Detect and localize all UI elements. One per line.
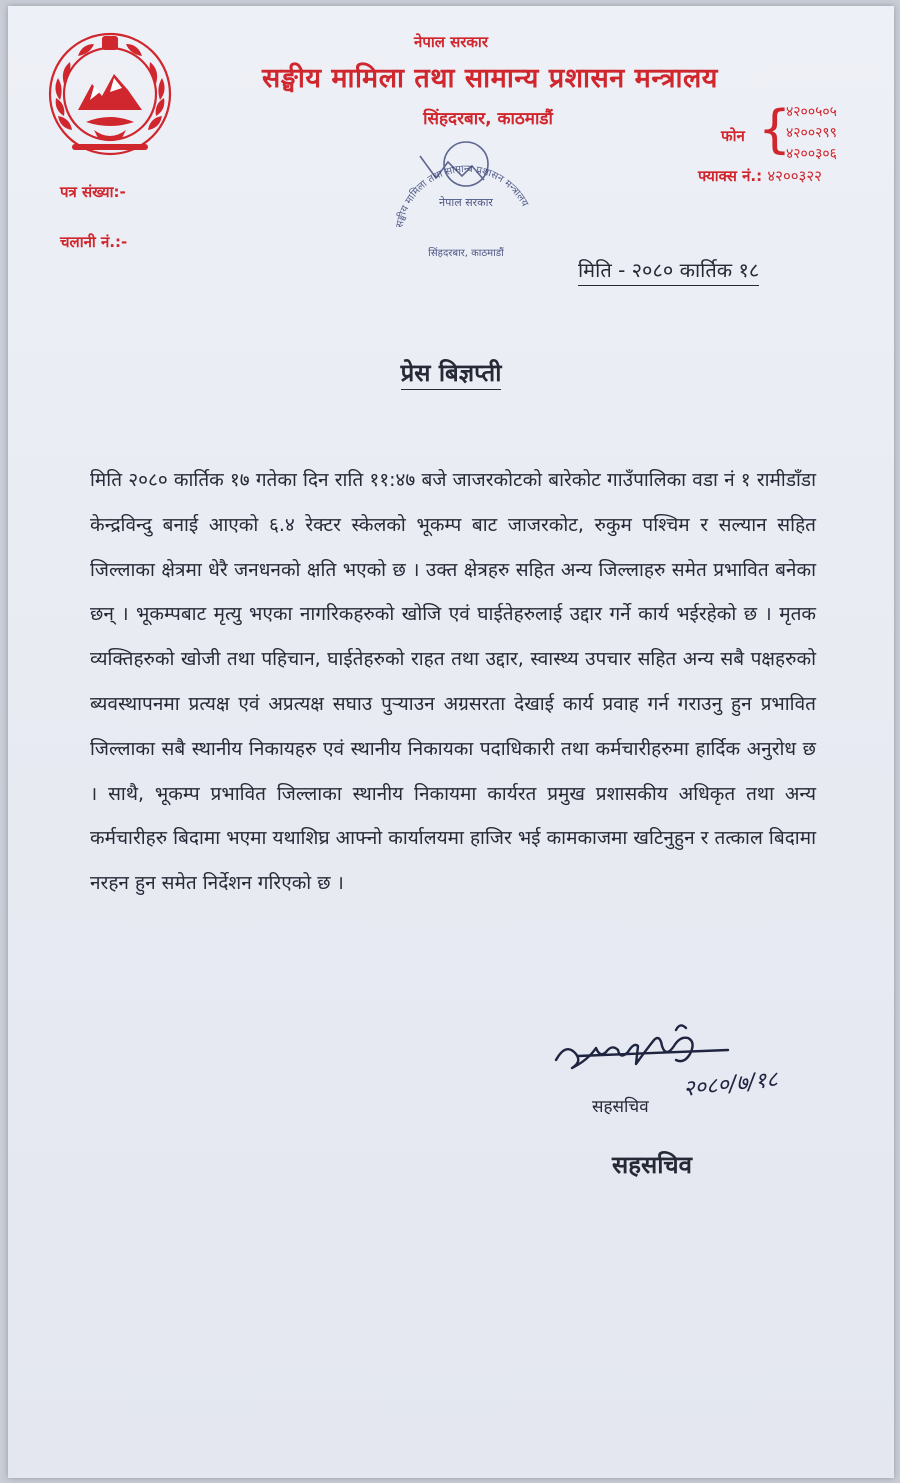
press-release-title — [8, 356, 894, 389]
phone-number: ४२००२९९ — [786, 125, 837, 141]
phone-numbers — [786, 102, 837, 165]
stamp-address-text: सिंहदरबार, काठमाडौं — [428, 248, 504, 259]
handwritten-date: २०८०/७/१८ — [682, 1067, 780, 1102]
phone-number: ४२००५०५ — [786, 104, 837, 120]
ministry-name: सङ्घीय मामिला तथा सामान्य प्रशासन मन्त्रालय — [262, 63, 718, 94]
brace-icon: { — [758, 100, 792, 160]
fax-number: ४२००३२२ — [767, 167, 822, 185]
phone-number: ४२००३०६ — [786, 146, 837, 162]
stamp-government-text: नेपाल सरकार — [439, 196, 493, 209]
fax-line — [698, 166, 822, 186]
ministry-address: सिंहदरबार, काठमाडौं — [423, 109, 553, 129]
government-name: नेपाल सरकार — [414, 33, 488, 51]
handwritten-signature — [548, 1016, 828, 1126]
stamp-ministry-text: सङ्घीय मामिला तथा सामान्य प्रशासन मन्त्रालय — [394, 163, 531, 229]
press-release-body: मिति २०८० कार्तिक १७ गतेका दिन राति ११:४७ बजे जाजरकोटको बारेकोट गाउँपालिका वडा नं १ रामीडाँडा केन्द्रविन्दु बनाई आएको ६.४ रेक्टर स्केलको भूकम्प बाट जाजरकोट, रुकुम पश्चिम र सल्यान सहित जिल्लाका क्षेत्रमा धेरै जनधनको क्षति भएको छ । उक्त क्षेत्रहरु सहित अन्य जिल्लाहरु समेत प्रभावित बनेका छन् । भूकम्पबाट मृत्यु भएका नागरिकहरुको खोजि एवं घाईतेहरुलाई उद्दार गर्ने कार्य भईरहेको छ । मृतक व्यक्तिहरुको खोजी तथा पहिचान, घाईतेहरुको राहत तथा उद्दार, स्वास्थ्य उपचार सहित अन्य सबै पक्षहरुको ब्यवस्थापनमा प्रत्यक्ष एवं अप्रत्यक्ष सघाउ पुर्‍याउन अग्रसरता देखाई कार्य प्रवाह गर्न गराउनु हुन प्रभावित जिल्लाका सबै स्थानीय निकायहरु एवं स्थानीय निकायका पदाधिकारी तथा कर्मचारीहरुमा हार्दिक अनुरोध छ । साथै, भूकम्प प्रभावित जिल्लाका स्थानीय निकायमा कार्यरत प्रमुख प्रशासकीय अधिकृत तथा अन्य कर्मचारीहरु बिदामा भएमा यथाशिघ्र आफ्नो कार्यालयमा हाजिर भई कामकाजमा खटिनुहुन र तत्काल बिदामा नरहन हुन समेत निर्देशन गरिएको छ । — [90, 469, 816, 895]
office-stamp — [380, 124, 552, 264]
phone-label: फोन — [721, 127, 745, 145]
dispatch-number-label: चलानी नं.:- — [60, 233, 128, 251]
fax-label: फ्याक्स नं.: — [698, 167, 763, 185]
signatory-name-line: सहसचिव — [592, 1097, 649, 1117]
title-text: प्रेस बिज्ञप्ती — [401, 359, 502, 390]
letter-date: मिति - २०८० कार्तिक १८ — [578, 256, 759, 286]
letter-sheet — [8, 6, 894, 1478]
signatory-designation: सहसचिव — [612, 1151, 692, 1179]
letter-number-label: पत्र संख्या:- — [60, 183, 126, 201]
